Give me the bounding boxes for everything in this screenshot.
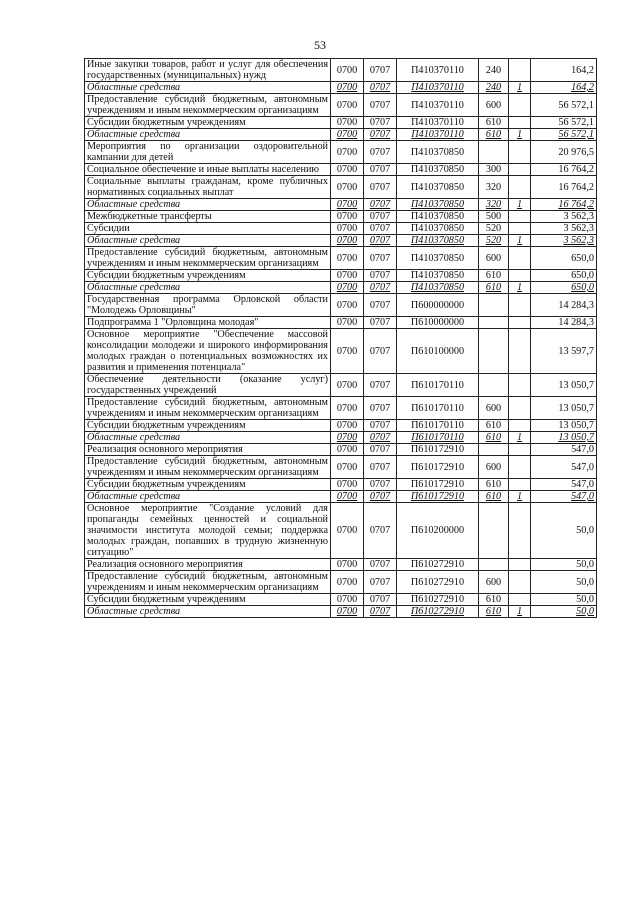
table-row: [85, 317, 597, 329]
expense-type-cell: 320: [479, 176, 509, 199]
amount-cell: 547,0: [531, 444, 597, 456]
row-name-cell: Основное мероприятие "Обеспечение массовой консолидации молодежи и широкого информирования молодых граждан о потенциальных возможностях их развития и применения потенциала": [85, 329, 331, 374]
section-code-cell: 0700: [331, 176, 364, 199]
expense-type-cell: [479, 559, 509, 571]
row-name-cell: Областные средства: [85, 282, 331, 294]
table-row-regional-funds: [85, 282, 597, 294]
table-row: [85, 420, 597, 432]
subsection-code-cell: 0707: [364, 141, 397, 164]
expense-type-cell: 610: [479, 117, 509, 129]
expense-type-cell: 600: [479, 94, 509, 117]
amount-cell: 16 764,2: [531, 199, 597, 211]
table-row-regional-funds: [85, 235, 597, 247]
funding-source-cell: [509, 270, 531, 282]
expense-type-cell: 600: [479, 397, 509, 420]
amount-cell: 13 597,7: [531, 329, 597, 374]
funding-source-cell: [509, 247, 531, 270]
subsection-code-cell: 0707: [364, 571, 397, 594]
target-article-cell: П410370850: [397, 235, 479, 247]
section-code-cell: 0700: [331, 397, 364, 420]
expense-type-cell: 600: [479, 247, 509, 270]
target-article-cell: П610170110: [397, 374, 479, 397]
amount-cell: 20 976,5: [531, 141, 597, 164]
row-name-cell: Областные средства: [85, 129, 331, 141]
funding-source-cell: 1: [509, 432, 531, 444]
target-article-cell: П600000000: [397, 294, 479, 317]
amount-cell: 547,0: [531, 479, 597, 491]
expense-type-cell: [479, 329, 509, 374]
expense-type-cell: 320: [479, 199, 509, 211]
table-row: [85, 571, 597, 594]
target-article-cell: П410370110: [397, 117, 479, 129]
target-article-cell: П410370110: [397, 94, 479, 117]
expense-type-cell: 610: [479, 270, 509, 282]
amount-cell: 50,0: [531, 503, 597, 559]
target-article-cell: П610272910: [397, 559, 479, 571]
expense-type-cell: [479, 374, 509, 397]
amount-cell: 13 050,7: [531, 420, 597, 432]
amount-cell: 16 764,2: [531, 176, 597, 199]
amount-cell: 50,0: [531, 606, 597, 618]
amount-cell: 164,2: [531, 82, 597, 94]
target-article-cell: П410370110: [397, 59, 479, 82]
amount-cell: 56 572,1: [531, 117, 597, 129]
amount-cell: 50,0: [531, 571, 597, 594]
target-article-cell: П410370850: [397, 282, 479, 294]
funding-source-cell: [509, 456, 531, 479]
expense-type-cell: 610: [479, 129, 509, 141]
amount-cell: 13 050,7: [531, 397, 597, 420]
section-code-cell: 0700: [331, 456, 364, 479]
subsection-code-cell: 0707: [364, 247, 397, 270]
subsection-code-cell: 0707: [364, 317, 397, 329]
subsection-code-cell: 0707: [364, 270, 397, 282]
funding-source-cell: [509, 594, 531, 606]
target-article-cell: П610170110: [397, 420, 479, 432]
section-code-cell: 0700: [331, 94, 364, 117]
subsection-code-cell: 0707: [364, 164, 397, 176]
target-article-cell: П410370110: [397, 82, 479, 94]
subsection-code-cell: 0707: [364, 594, 397, 606]
target-article-cell: П610170110: [397, 432, 479, 444]
page-number: 53: [314, 38, 326, 52]
section-code-cell: 0700: [331, 141, 364, 164]
section-code-cell: 0700: [331, 117, 364, 129]
amount-cell: 14 284,3: [531, 317, 597, 329]
subsection-code-cell: 0707: [364, 606, 397, 618]
section-code-cell: 0700: [331, 479, 364, 491]
expense-type-cell: 610: [479, 594, 509, 606]
funding-source-cell: [509, 223, 531, 235]
funding-source-cell: [509, 397, 531, 420]
table-row-regional-funds: [85, 199, 597, 211]
table-row: [85, 247, 597, 270]
funding-source-cell: [509, 479, 531, 491]
amount-cell: 50,0: [531, 559, 597, 571]
funding-source-cell: 1: [509, 129, 531, 141]
row-name-cell: Иные закупки товаров, работ и услуг для обеспечения государственных (муниципальных) нужд: [85, 59, 331, 82]
subsection-code-cell: 0707: [364, 432, 397, 444]
subsection-code-cell: 0707: [364, 294, 397, 317]
expense-type-cell: 610: [479, 420, 509, 432]
section-code-cell: 0700: [331, 270, 364, 282]
section-code-cell: 0700: [331, 223, 364, 235]
table-row: [85, 594, 597, 606]
target-article-cell: П410370850: [397, 164, 479, 176]
amount-cell: 650,0: [531, 282, 597, 294]
subsection-code-cell: 0707: [364, 282, 397, 294]
target-article-cell: П410370850: [397, 211, 479, 223]
funding-source-cell: [509, 571, 531, 594]
amount-cell: 56 572,1: [531, 129, 597, 141]
expense-type-cell: 610: [479, 606, 509, 618]
table-row: [85, 479, 597, 491]
amount-cell: 547,0: [531, 491, 597, 503]
amount-cell: 50,0: [531, 594, 597, 606]
row-name-cell: Государственная программа Орловской области "Молодежь Орловщины": [85, 294, 331, 317]
section-code-cell: 0700: [331, 329, 364, 374]
expense-type-cell: 240: [479, 59, 509, 82]
expense-type-cell: 610: [479, 432, 509, 444]
expense-type-cell: 610: [479, 282, 509, 294]
target-article-cell: П610272910: [397, 606, 479, 618]
row-name-cell: Субсидии бюджетным учреждениям: [85, 594, 331, 606]
section-code-cell: 0700: [331, 491, 364, 503]
target-article-cell: П610272910: [397, 594, 479, 606]
row-name-cell: Областные средства: [85, 432, 331, 444]
section-code-cell: 0700: [331, 420, 364, 432]
expense-type-cell: [479, 444, 509, 456]
table-row: [85, 223, 597, 235]
subsection-code-cell: 0707: [364, 176, 397, 199]
target-article-cell: П610100000: [397, 329, 479, 374]
funding-source-cell: [509, 117, 531, 129]
section-code-cell: 0700: [331, 444, 364, 456]
expense-type-cell: 610: [479, 479, 509, 491]
amount-cell: 547,0: [531, 456, 597, 479]
expense-type-cell: [479, 141, 509, 164]
table-row: [85, 374, 597, 397]
subsection-code-cell: 0707: [364, 129, 397, 141]
row-name-cell: Областные средства: [85, 606, 331, 618]
target-article-cell: П610170110: [397, 397, 479, 420]
subsection-code-cell: 0707: [364, 235, 397, 247]
section-code-cell: 0700: [331, 247, 364, 270]
row-name-cell: Предоставление субсидий бюджетным, автономным учреждениям и иным некоммерческим организациям: [85, 571, 331, 594]
funding-source-cell: [509, 164, 531, 176]
funding-source-cell: 1: [509, 606, 531, 618]
table-row: [85, 559, 597, 571]
row-name-cell: Субсидии бюджетным учреждениям: [85, 117, 331, 129]
subsection-code-cell: 0707: [364, 456, 397, 479]
row-name-cell: Межбюджетные трансферты: [85, 211, 331, 223]
amount-cell: 3 562,3: [531, 235, 597, 247]
target-article-cell: П610172910: [397, 491, 479, 503]
amount-cell: 14 284,3: [531, 294, 597, 317]
subsection-code-cell: 0707: [364, 559, 397, 571]
subsection-code-cell: 0707: [364, 374, 397, 397]
row-name-cell: Субсидии: [85, 223, 331, 235]
target-article-cell: П410370850: [397, 199, 479, 211]
subsection-code-cell: 0707: [364, 223, 397, 235]
subsection-code-cell: 0707: [364, 82, 397, 94]
target-article-cell: П410370850: [397, 270, 479, 282]
table-row: [85, 164, 597, 176]
row-name-cell: Основное мероприятие "Создание условий для пропаганды семейных ценностей и социальной значимости института молодой семьи; поддержка молодых граждан, попавших в трудную жизненную ситуацию": [85, 503, 331, 559]
subsection-code-cell: 0707: [364, 420, 397, 432]
row-name-cell: Подпрограмма 1 "Орловщина молодая": [85, 317, 331, 329]
subsection-code-cell: 0707: [364, 491, 397, 503]
section-code-cell: 0700: [331, 559, 364, 571]
expense-type-cell: 500: [479, 211, 509, 223]
table-row: [85, 117, 597, 129]
section-code-cell: 0700: [331, 606, 364, 618]
amount-cell: 16 764,2: [531, 164, 597, 176]
target-article-cell: П610172910: [397, 444, 479, 456]
target-article-cell: П610272910: [397, 571, 479, 594]
table-row: [85, 94, 597, 117]
funding-source-cell: [509, 444, 531, 456]
table-row-regional-funds: [85, 491, 597, 503]
table-row-regional-funds: [85, 129, 597, 141]
row-name-cell: Социальные выплаты гражданам, кроме публичных нормативных социальных выплат: [85, 176, 331, 199]
section-code-cell: 0700: [331, 199, 364, 211]
target-article-cell: П610172910: [397, 479, 479, 491]
target-article-cell: П610172910: [397, 456, 479, 479]
target-article-cell: П610200000: [397, 503, 479, 559]
row-name-cell: Предоставление субсидий бюджетным, автономным учреждениям и иным некоммерческим организациям: [85, 247, 331, 270]
amount-cell: 13 050,7: [531, 374, 597, 397]
funding-source-cell: 1: [509, 199, 531, 211]
row-name-cell: Областные средства: [85, 235, 331, 247]
amount-cell: 650,0: [531, 270, 597, 282]
row-name-cell: Предоставление субсидий бюджетным, автономным учреждениям и иным некоммерческим организациям: [85, 397, 331, 420]
section-code-cell: 0700: [331, 374, 364, 397]
section-code-cell: 0700: [331, 235, 364, 247]
funding-source-cell: 1: [509, 82, 531, 94]
amount-cell: 164,2: [531, 59, 597, 82]
table-row: [85, 456, 597, 479]
amount-cell: 13 050,7: [531, 432, 597, 444]
target-article-cell: П410370850: [397, 176, 479, 199]
row-name-cell: Областные средства: [85, 82, 331, 94]
table-row-regional-funds: [85, 82, 597, 94]
funding-source-cell: 1: [509, 235, 531, 247]
section-code-cell: 0700: [331, 282, 364, 294]
section-code-cell: 0700: [331, 317, 364, 329]
table-row-regional-funds: [85, 606, 597, 618]
subsection-code-cell: 0707: [364, 329, 397, 374]
table-row: [85, 294, 597, 317]
funding-source-cell: [509, 420, 531, 432]
funding-source-cell: 1: [509, 282, 531, 294]
row-name-cell: Субсидии бюджетным учреждениям: [85, 479, 331, 491]
target-article-cell: П410370850: [397, 223, 479, 235]
amount-cell: 3 562,3: [531, 223, 597, 235]
section-code-cell: 0700: [331, 164, 364, 176]
section-code-cell: 0700: [331, 594, 364, 606]
funding-source-cell: [509, 317, 531, 329]
expense-type-cell: [479, 317, 509, 329]
funding-source-cell: [509, 329, 531, 374]
subsection-code-cell: 0707: [364, 397, 397, 420]
subsection-code-cell: 0707: [364, 211, 397, 223]
section-code-cell: 0700: [331, 294, 364, 317]
table-row: [85, 397, 597, 420]
funding-source-cell: 1: [509, 491, 531, 503]
section-code-cell: 0700: [331, 211, 364, 223]
table-row: [85, 444, 597, 456]
row-name-cell: Областные средства: [85, 199, 331, 211]
row-name-cell: Субсидии бюджетным учреждениям: [85, 270, 331, 282]
table-row: [85, 329, 597, 374]
funding-source-cell: [509, 374, 531, 397]
expense-type-cell: 600: [479, 571, 509, 594]
subsection-code-cell: 0707: [364, 94, 397, 117]
subsection-code-cell: 0707: [364, 503, 397, 559]
row-name-cell: Областные средства: [85, 491, 331, 503]
row-name-cell: Мероприятия по организации оздоровительной кампании для детей: [85, 141, 331, 164]
subsection-code-cell: 0707: [364, 479, 397, 491]
expense-type-cell: 240: [479, 82, 509, 94]
target-article-cell: П610000000: [397, 317, 479, 329]
row-name-cell: Субсидии бюджетным учреждениям: [85, 420, 331, 432]
amount-cell: 3 562,3: [531, 211, 597, 223]
section-code-cell: 0700: [331, 59, 364, 82]
expense-type-cell: [479, 503, 509, 559]
expense-type-cell: 520: [479, 223, 509, 235]
expense-type-cell: 610: [479, 491, 509, 503]
section-code-cell: 0700: [331, 129, 364, 141]
expense-type-cell: [479, 294, 509, 317]
funding-source-cell: [509, 94, 531, 117]
target-article-cell: П410370110: [397, 129, 479, 141]
table-row: [85, 176, 597, 199]
section-code-cell: 0700: [331, 432, 364, 444]
funding-source-cell: [509, 503, 531, 559]
amount-cell: 650,0: [531, 247, 597, 270]
table-row: [85, 503, 597, 559]
funding-source-cell: [509, 211, 531, 223]
expense-type-cell: 520: [479, 235, 509, 247]
subsection-code-cell: 0707: [364, 59, 397, 82]
subsection-code-cell: 0707: [364, 199, 397, 211]
funding-source-cell: [509, 176, 531, 199]
amount-cell: 56 572,1: [531, 94, 597, 117]
table-row: [85, 141, 597, 164]
subsection-code-cell: 0707: [364, 117, 397, 129]
section-code-cell: 0700: [331, 503, 364, 559]
row-name-cell: Предоставление субсидий бюджетным, автономным учреждениям и иным некоммерческим организациям: [85, 456, 331, 479]
funding-source-cell: [509, 559, 531, 571]
table-row-regional-funds: [85, 432, 597, 444]
expense-type-cell: 600: [479, 456, 509, 479]
funding-source-cell: [509, 294, 531, 317]
section-code-cell: 0700: [331, 82, 364, 94]
expense-type-cell: 300: [479, 164, 509, 176]
subsection-code-cell: 0707: [364, 444, 397, 456]
table-row: [85, 59, 597, 82]
row-name-cell: Реализация основного мероприятия: [85, 444, 331, 456]
funding-source-cell: [509, 141, 531, 164]
table-row: [85, 211, 597, 223]
row-name-cell: Предоставление субсидий бюджетным, автономным учреждениям и иным некоммерческим организациям: [85, 94, 331, 117]
row-name-cell: Обеспечение деятельности (оказание услуг) государственных учреждений: [85, 374, 331, 397]
funding-source-cell: [509, 59, 531, 82]
budget-table: [84, 58, 597, 618]
row-name-cell: Реализация основного мероприятия: [85, 559, 331, 571]
table-row: [85, 270, 597, 282]
target-article-cell: П410370850: [397, 247, 479, 270]
row-name-cell: Социальное обеспечение и иные выплаты населению: [85, 164, 331, 176]
target-article-cell: П410370850: [397, 141, 479, 164]
section-code-cell: 0700: [331, 571, 364, 594]
